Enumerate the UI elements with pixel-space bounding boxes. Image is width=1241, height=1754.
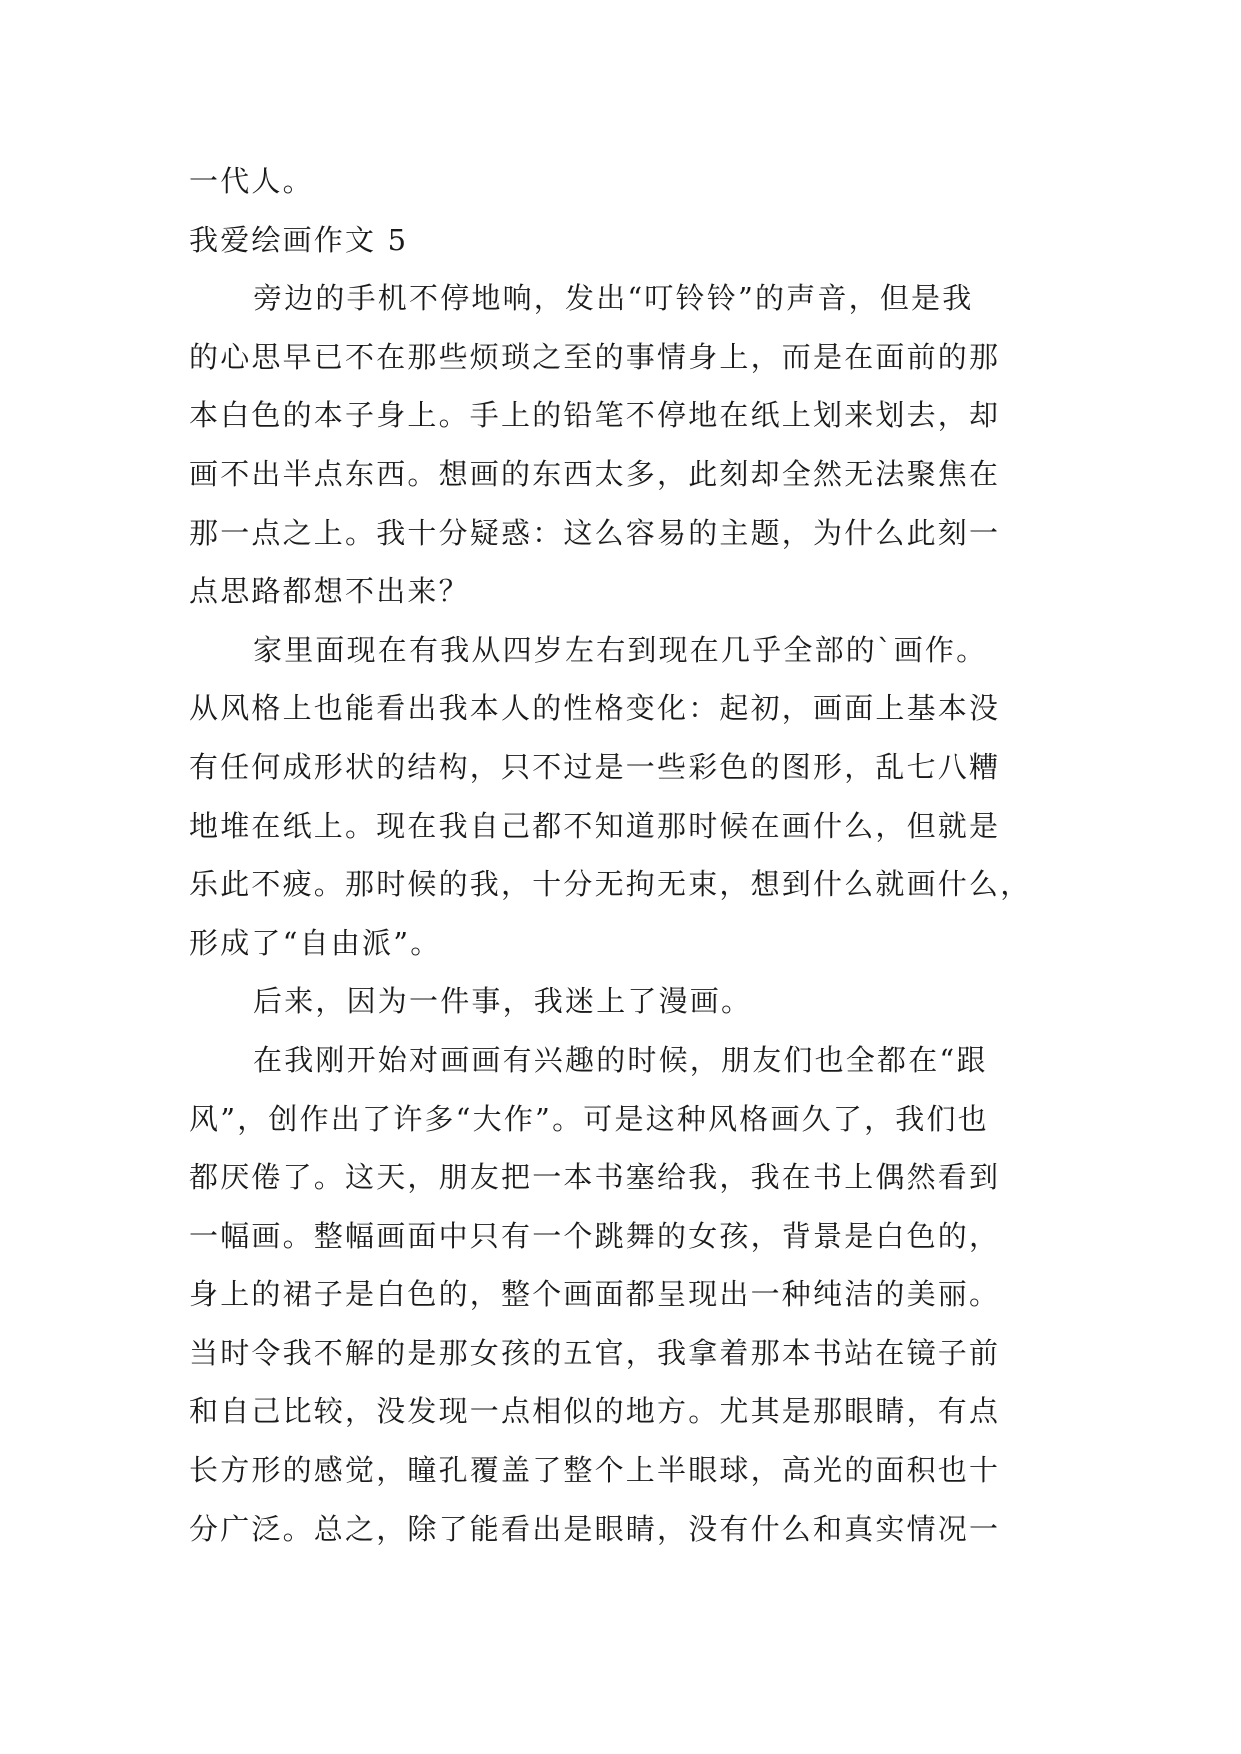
text-line: 有任何成形状的结构，只不过是一些彩色的图形，乱七八糟: [189, 749, 1001, 784]
paragraph-first-line: 在我刚开始对画画有兴趣的时候，朋友们也全都在“跟: [253, 1042, 988, 1077]
text-line: 长方形的感觉，瞳孔覆盖了整个上半眼球，高光的面积也十: [189, 1453, 1001, 1488]
text-line: 的心思早已不在那些烦琐之至的事情身上，而是在面前的那: [189, 339, 1001, 374]
text-line: 画不出半点东西。想画的东西太多，此刻却全然无法聚焦在: [189, 456, 1001, 491]
text-line: 点思路都想不出来？: [189, 574, 470, 609]
paragraph-first-line: 家里面现在有我从四岁左右到现在几乎全部的`画作。: [253, 632, 988, 667]
text-line: 那一点之上。我十分疑惑：这么容易的主题，为什么此刻一: [189, 515, 1001, 550]
text-line: 地堆在纸上。现在我自己都不知道那时候在画什么，但就是: [189, 808, 1001, 843]
text-line: 一幅画。整幅画面中只有一个跳舞的女孩，背景是白色的，: [189, 1218, 1001, 1253]
text-line: 本白色的本子身上。手上的铅笔不停地在纸上划来划去，却: [189, 398, 1001, 433]
text-line: 风”，创作出了许多“大作”。可是这种风格画久了，我们也: [189, 1101, 989, 1136]
section-title: 我爱绘画作文 5: [189, 222, 409, 257]
text-line: 形成了“自由派”。: [189, 925, 442, 960]
text-line: 和自己比较，没发现一点相似的地方。尤其是那眼睛，有点: [189, 1394, 1001, 1429]
paragraph-first-line: 后来，因为一件事，我迷上了漫画。: [253, 984, 753, 1019]
paragraph-first-line: 旁边的手机不停地响，发出“叮铃铃”的声音，但是我: [253, 281, 974, 316]
document-page: [189, 152, 1064, 1558]
text-line: 乐此不疲。那时候的我，十分无拘无束，想到什么就画什么，: [189, 867, 1032, 902]
text-line: 当时令我不解的是那女孩的五官，我拿着那本书站在镜子前: [189, 1335, 1001, 1370]
text-line: 身上的裙子是白色的，整个画面都呈现出一种纯洁的美丽。: [189, 1277, 1001, 1312]
text-line: 都厌倦了。这天，朋友把一本书塞给我，我在书上偶然看到: [189, 1160, 1001, 1195]
text-line: 分广泛。总之，除了能看出是眼睛，没有什么和真实情况一: [189, 1511, 1001, 1546]
text-line: 从风格上也能看出我本人的性格变化：起初，画面上基本没: [189, 691, 1001, 726]
text-line: 一代人。: [189, 164, 314, 198]
